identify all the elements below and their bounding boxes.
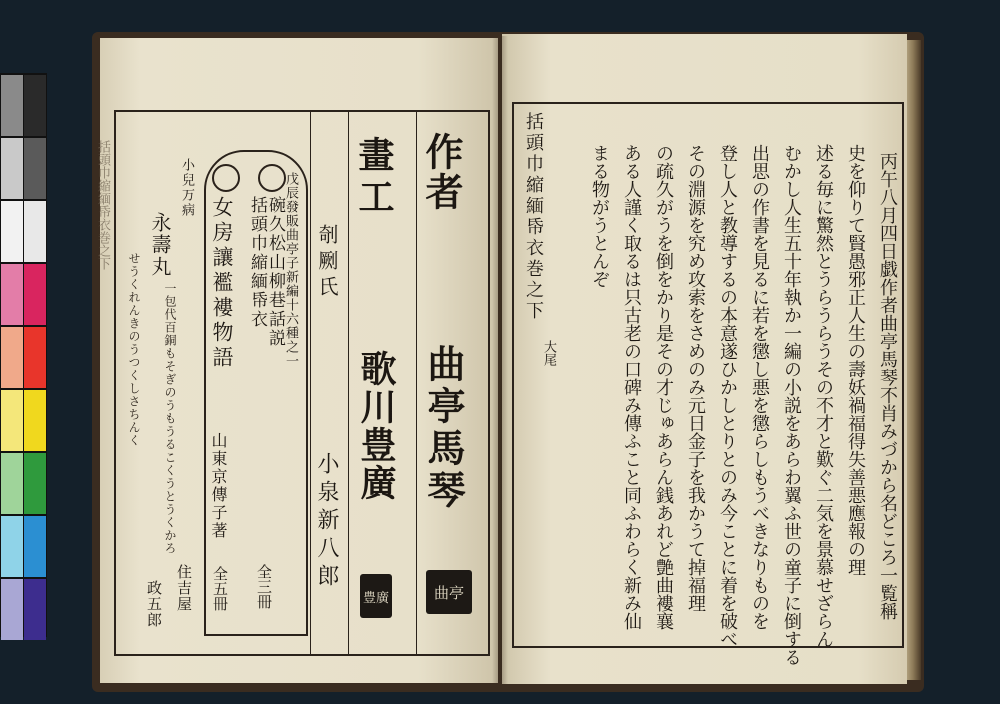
swatch-green [24, 453, 46, 514]
illustrator-seal: 豊廣 [360, 574, 392, 618]
ad-header: 戊辰發販曲亭子新編十六種之一 [283, 172, 298, 368]
gutter-shadow [492, 36, 508, 686]
ad-count2: 全五冊 [211, 566, 229, 611]
swatch-magenta [24, 264, 46, 325]
swatch-light-cyan [1, 516, 23, 577]
body-column: むかし人生五十年執か一編の小説をあらわ翼ふ世の童子に倒する [781, 144, 802, 666]
swatch-white [1, 201, 23, 262]
illustrator-name: 歌川豊廣 [355, 350, 397, 502]
medicine-head: 小兒万病 [179, 158, 194, 218]
engraver-name: 小泉新八郎 [314, 452, 339, 592]
page-edge [905, 40, 921, 680]
medicine-notes: せうくれんきのうつくしさちんく [127, 252, 141, 447]
engraver-label: 剞劂氏 [315, 224, 339, 302]
swatch-blue [24, 579, 46, 640]
swatch-pink [1, 264, 23, 325]
shop-owner: 政五郎 [145, 580, 163, 628]
divider [310, 112, 311, 654]
body-column: 述る毎に驚然とうらうらうその不才と歎ぐ二気を景慕せざらん [813, 144, 834, 648]
author-label: 作者 [419, 132, 464, 212]
body-column: ある人謹く取るは只古老の口碑み傳ふこと同ふわらく新み仙 [621, 144, 642, 630]
body-column: 史を仰りて賢愚邪正人生の壽妖禍福得失善悪應報の理 [845, 144, 866, 576]
chapter-end-mark: 大尾 [541, 340, 556, 366]
swatch-red [24, 327, 46, 388]
illustrator-label: 畫工 [353, 136, 395, 220]
body-column: 丙午八月四日戯作者曲亭馬琴不肖みづから名どころ一覧稱 [877, 152, 898, 620]
swatch-gray-mid [24, 138, 46, 199]
swatch-white2 [24, 201, 46, 262]
swatch-black [24, 75, 46, 136]
medicine-name: 永壽丸 [148, 212, 172, 278]
swatch-salmon [1, 327, 23, 388]
body-column: まる物がうとんぞ [589, 144, 610, 288]
swatch-light-green [1, 453, 23, 514]
ad-author2: 山東京傳子著 [209, 432, 228, 540]
body-column: その淵源を究め攻索をさめのみ元日金子を我かうて掉福理 [685, 144, 706, 612]
shop-name: 住吉屋 [175, 564, 193, 612]
swatch-cyan [24, 516, 46, 577]
swatch-light-yellow [1, 390, 23, 451]
circle-mark-icon [212, 164, 240, 192]
divider [416, 112, 417, 654]
swatch-gray-dark [1, 75, 23, 136]
medicine-notes: 一包代百銅もそぎのうもうるこくうとうくかろ [163, 282, 177, 555]
swatch-yellow [24, 390, 46, 451]
swatch-gray-light [1, 138, 23, 199]
author-seal: 曲亭 [426, 570, 472, 614]
ad-line2: 括頭巾縮緬帋衣 [247, 196, 267, 329]
body-column: 登し人と教導するの本意遂ひかしとりとのみ今ことに着を破べ [717, 144, 738, 648]
swatch-lavender [1, 579, 23, 640]
margin-title: 括頭巾縮緬帋衣巻之下 [95, 140, 110, 270]
body-column: 出思の作書を見るに若を懲し悪を懲らしもうべきなりものを [749, 144, 770, 630]
ad-title2: 女房讓襤褸物語 [210, 196, 234, 371]
chapter-heading: 括頭巾縮緬帋衣巻之下 [523, 112, 544, 322]
author-name: 曲亭馬琴 [421, 344, 466, 512]
circle-mark-icon [258, 164, 286, 192]
body-column: の疏久がうを倒をかり是その才じゅあらん銭あれど艶曲褸襄 [653, 144, 674, 630]
ad-line1: 碗久松山柳巷話説 [265, 196, 285, 348]
color-checker [0, 73, 47, 637]
ad-count1: 全三冊 [255, 564, 273, 609]
colophon-frame [114, 110, 490, 656]
text-frame [512, 102, 904, 666]
divider [348, 112, 349, 654]
